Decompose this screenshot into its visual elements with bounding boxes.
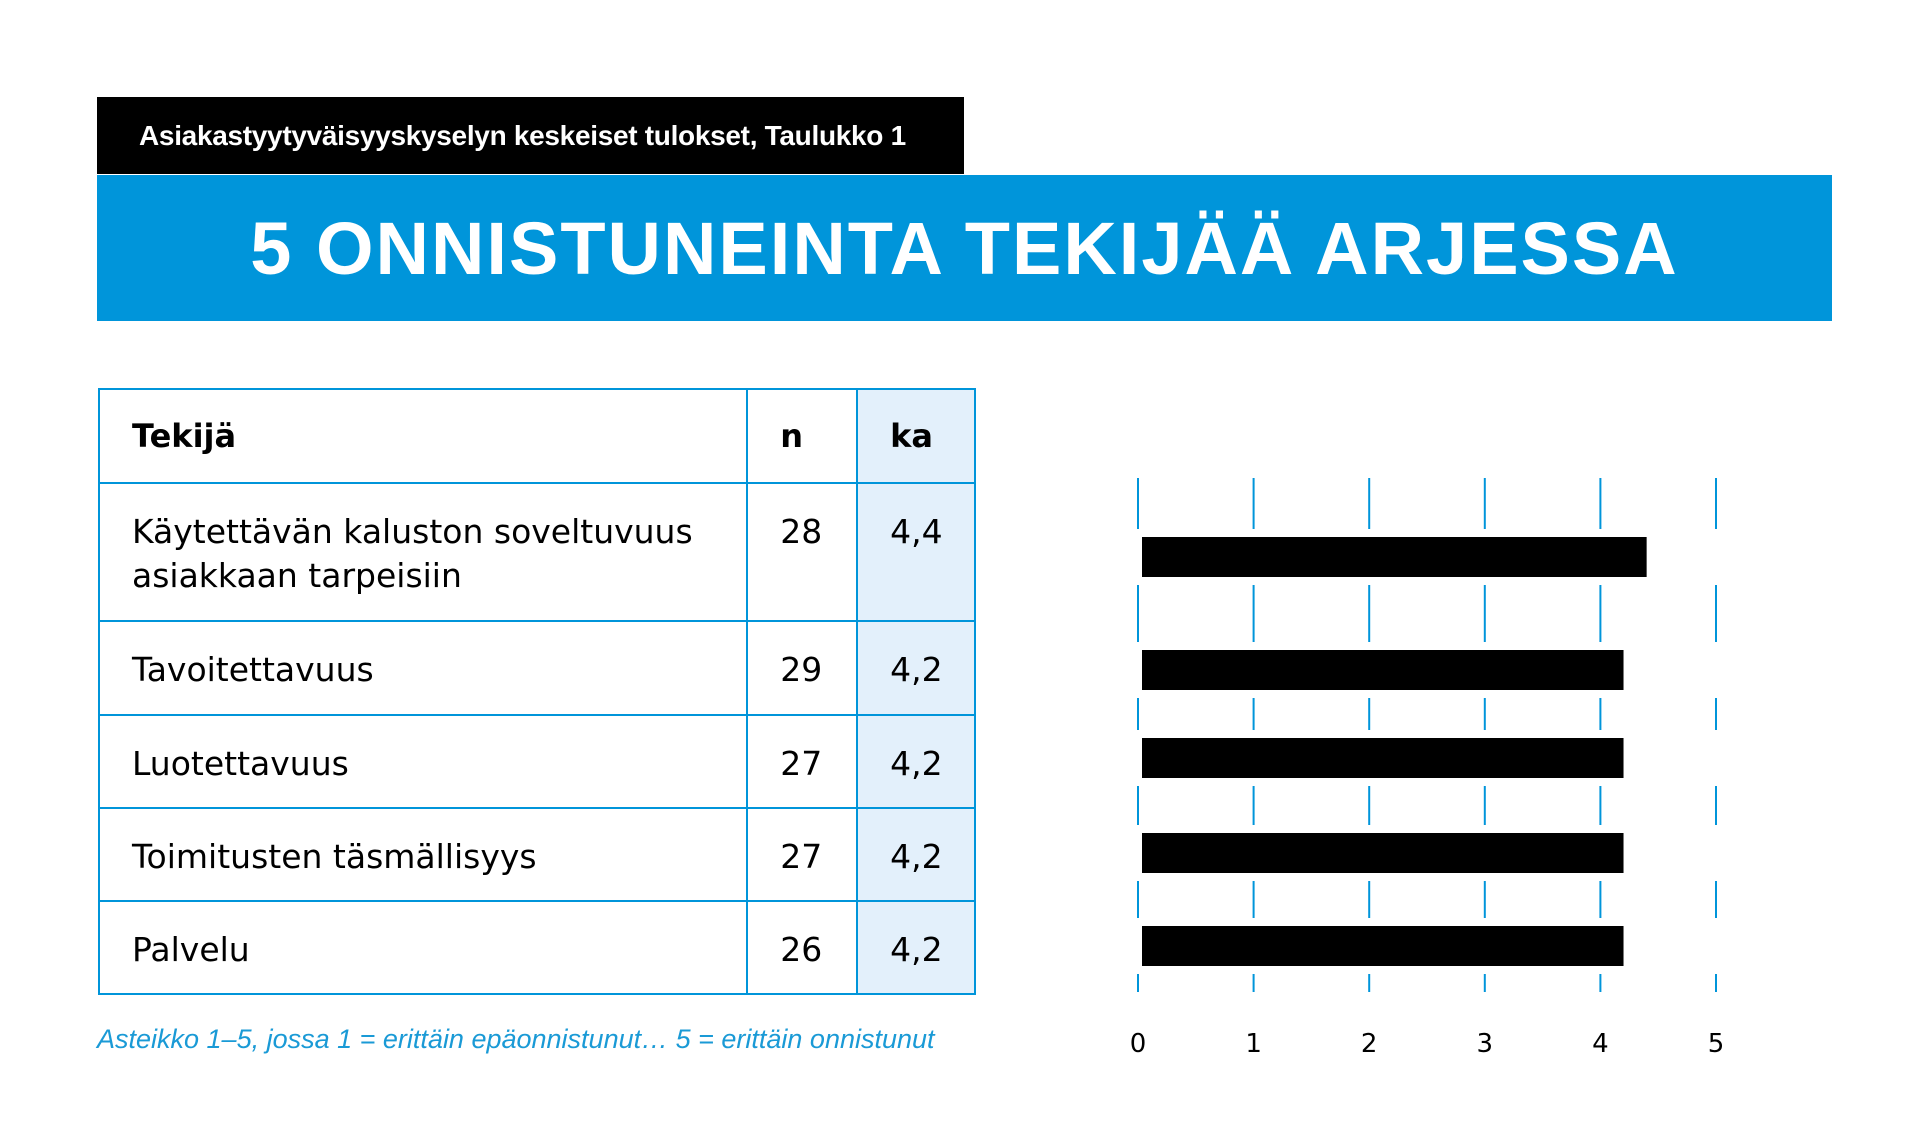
cell-factor: Toimitusten täsmällisyys: [99, 808, 747, 901]
x-tick-label: 3: [1476, 1029, 1494, 1059]
page-title: 5 ONNISTUNEINTA TEKIJÄÄ ARJESSA: [250, 206, 1679, 290]
table-header-row: [99, 389, 975, 483]
table-row: [99, 483, 975, 621]
cell-n: 26: [747, 901, 857, 994]
table-row: [99, 715, 975, 808]
cell-n: 29: [747, 621, 857, 714]
subtitle-banner: [97, 97, 964, 174]
bar-3: [1142, 738, 1624, 778]
results-table: [98, 388, 976, 995]
bar-2: [1142, 650, 1624, 690]
cell-factor: Luotettavuus: [99, 715, 747, 808]
header-factor: Tekijä: [99, 389, 747, 483]
cell-ka: 4,2: [857, 621, 975, 714]
cell-factor: Käytettävän kaluston soveltuvuus asiakkaan tarpeisiin: [99, 483, 747, 621]
scale-footnote: Asteikko 1–5, jossa 1 = erittäin epäonnistunut… 5 = erittäin onnistunut: [97, 1024, 935, 1054]
cell-ka: 4,4: [857, 483, 975, 621]
x-tick-label: 4: [1592, 1029, 1609, 1059]
x-tick-label: 2: [1360, 1029, 1378, 1059]
subtitle-text: Asiakastyytyväisyyskyselyn keskeiset tulokset, Taulukko 1: [139, 119, 906, 151]
table-row: [99, 901, 975, 994]
bar-4: [1142, 833, 1624, 873]
cell-ka: 4,2: [857, 901, 975, 994]
header-ka: ka: [857, 389, 975, 483]
header-n: n: [747, 389, 857, 483]
x-tick-label: 1: [1245, 1029, 1262, 1059]
bar-5: [1142, 926, 1624, 966]
cell-ka: 4,2: [857, 715, 975, 808]
cell-n: 27: [747, 808, 857, 901]
table-row: [99, 808, 975, 901]
cell-factor: Palvelu: [99, 901, 747, 994]
cell-factor: Tavoitettavuus: [99, 621, 747, 714]
title-banner: [97, 175, 1832, 321]
x-tick-label: 5: [1707, 1029, 1725, 1059]
cell-n: 27: [747, 715, 857, 808]
x-tick-label: 0: [1129, 1029, 1147, 1059]
cell-ka: 4,2: [857, 808, 975, 901]
cell-n: 28: [747, 483, 857, 621]
bar-1: [1142, 537, 1647, 577]
bar-chart: [1100, 470, 1760, 1070]
table-row: [99, 621, 975, 714]
